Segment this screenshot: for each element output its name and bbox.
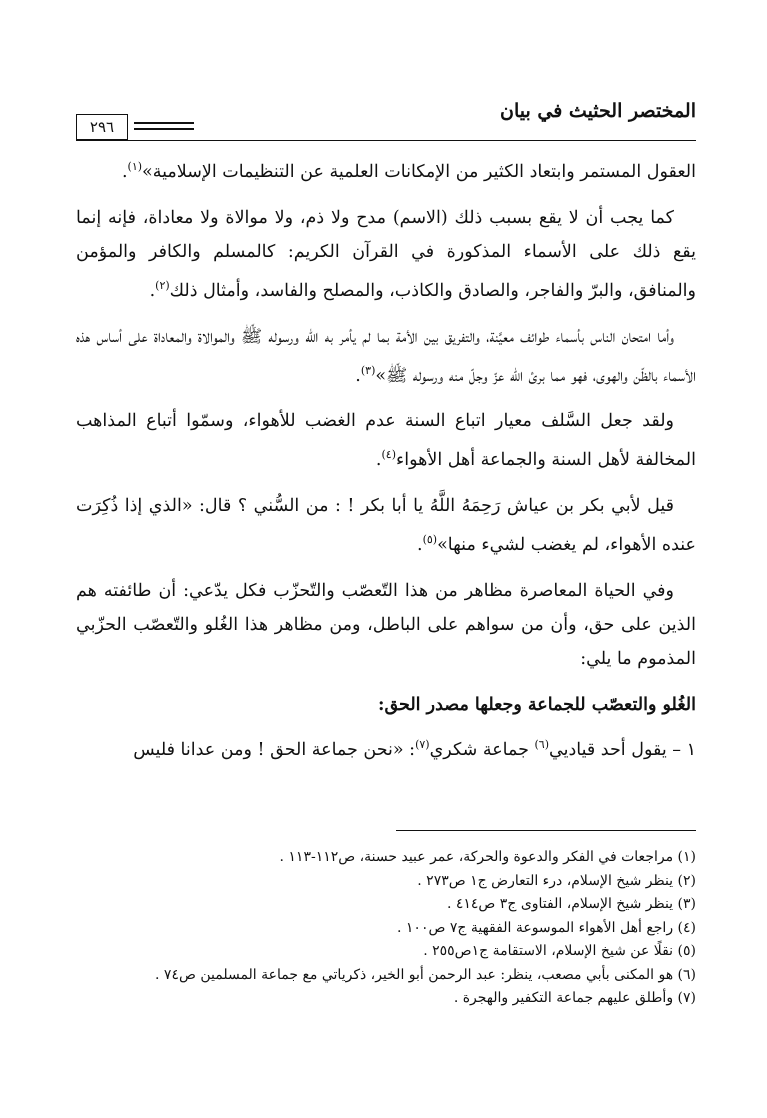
footnote: (١) مراجعات في الفكر والدعوة والحركة، عمر عبيد حسنة، ص١١٢-١١٣ . — [279, 849, 696, 865]
running-title: المختصر الحثيث في بيان — [500, 100, 696, 122]
paragraph: كما يجب أن لا يقع بسبب ذلك (الاسم) مدح ولا ذم، ولا موالاة ولا معاداة، فإنه إنما يقع ذلك على الأسماء المذكورة في القرآن الكريم: كالمسلم والكافر والمؤمن والمنافق، والبرّ والفاجر، والصادق والكاذب، والمصلح والفاسد، وأمثال ذلك$^{(٢)}$. — [76, 207, 696, 301]
footnote-ref: (٤) — [381, 448, 396, 462]
footnote: (٤) راجع أهل الأهواء الموسوعة الفقهية ج٧ ص١٠٠ . — [397, 919, 696, 936]
footnote-ref: (١) — [127, 160, 143, 173]
footnote: (٥) نقلًا عن شيخ الإسلام، الاستقامة ج١ص٢٥٥ . — [423, 943, 696, 959]
header-ornament-line — [134, 122, 194, 124]
footnote-ref: (٣) — [360, 363, 376, 377]
main-text — [76, 150, 696, 779]
paragraph: ١ – يقول أحد قياديي$^{(٦)}$ جماعة شكري$^{(٧)}$: «نحن جماعة الحق ! ومن عدانا فليس — [133, 738, 696, 760]
paragraph: وفي الحياة المعاصرة مظاهر من هذا التّعصّب والتّحزّب فكل يدّعي: أن طائفته هم الذين على حق، وأن من سواهم على الباطل، ومن مظاهر هذا الغُلو والتّعصّب الحزّبي المذموم ما يلي: — [76, 581, 696, 670]
header-rule — [76, 140, 696, 141]
section-heading: الغُلو والتعصّب للجماعة وجعلها مصدر الحق: — [378, 695, 696, 716]
paragraph: وأما امتحان الناس بأسماء طوائف معيَّنة، والتفريق بين الأمة بما لم يأمر به الله ورسوله ﷺ والموالاة والمعاداة على أساس هذه الأسماء بالظّن والهوى، فهو مما برئ الله عزّ وجلّ منه ورسوله ﷺ»$^{(٣)}$. — [76, 326, 696, 386]
footnotes — [76, 846, 696, 1011]
page-number: ٢٩٦ — [76, 114, 128, 140]
header-ornament-line — [134, 128, 194, 130]
footnote: (٧) وأطلق عليهم جماعة التكفير والهجرة . — [453, 990, 696, 1006]
footnote: (٦) هو المكنى بأبي مصعب، ينظر: عبد الرحمن أبو الخير، ذكرياتي مع جماعة المسلمين ص٧٤ . — [155, 966, 696, 983]
footnote-ref: (٧) — [415, 738, 430, 752]
footnote-ref: (٥) — [422, 533, 438, 547]
paragraph: قيل لأبي بكر بن عياش رَحِمَهُ اللَّهُ يا أبا بكر ! : من السُّني ؟ قال: «الذي إذا ذُكِرَت عنده الأهواء، لم يغضب لشيء منها»$^{(٥)}$. — [76, 496, 696, 556]
paragraph: العقول المستمر وابتعاد الكثير من الإمكانات العلمية عن التنظيمات الإسلامية»$^{(١)}$. — [121, 160, 696, 182]
footnote-ref: (٦) — [534, 738, 550, 752]
footnote-separator — [396, 830, 696, 831]
footnote: (٢) ينظر شيخ الإسلام، درء التعارض ج١ ص٢٧٣ . — [417, 872, 696, 889]
footnote: (٣) ينظر شيخ الإسلام، الفتاوى ج٣ ص٤١٤ . — [446, 896, 696, 912]
paragraph: ولقد جعل السَّلف معيار اتباع السنة عدم الغضب للأهواء، وسمّوا أتباع المذاهب المخالفة لأهل السنة والجماعة أهل الأهواء$^{(٤)}$. — [76, 411, 696, 471]
footnote-ref: (٢) — [155, 278, 170, 292]
page-header — [76, 100, 696, 140]
